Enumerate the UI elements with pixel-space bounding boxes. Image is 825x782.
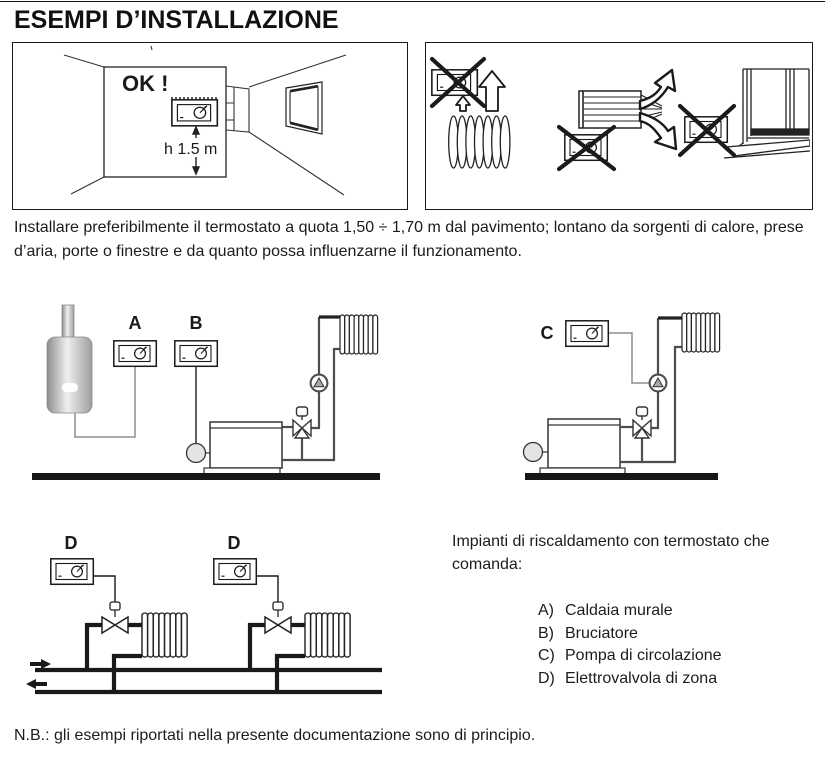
legend-intro: Impianti di riscaldamento con termostato che comanda: xyxy=(452,533,770,573)
intro-paragraph: Installare preferibilmente il termostato a quota 1,50 ÷ 1,70 m dal pavimento; lontano da sorgenti di calore, prese d’aria, porte o finestre e da quanto possa influenzarne il funzionamento. xyxy=(14,219,804,260)
pump-icon xyxy=(311,375,328,392)
thermostat-wire xyxy=(609,333,649,383)
figure-ok-installation xyxy=(12,42,408,210)
label-c: C xyxy=(540,323,554,343)
label-b: B xyxy=(189,313,203,333)
burner-icon xyxy=(187,444,206,463)
burner-icon xyxy=(524,443,543,462)
picture-frame-drawing xyxy=(286,82,322,134)
radiator-icon xyxy=(340,315,378,354)
label-d2: D xyxy=(227,533,241,553)
height-label: h 1.5 m xyxy=(164,141,218,158)
wall-boiler-drawing xyxy=(47,305,92,413)
forbidden-drawing xyxy=(426,43,810,207)
pump-icon xyxy=(650,375,667,392)
figure-systems-abc xyxy=(10,295,820,485)
figure-zone-valves-d xyxy=(10,528,400,708)
legend-item: A) Caldaia murale xyxy=(538,602,673,619)
doorway-drawing xyxy=(226,86,249,132)
legend-item: D) Elettrovalvola di zona xyxy=(538,669,718,687)
legend-item: C) Pompa di circolazione xyxy=(538,647,722,664)
radiator-icon xyxy=(449,116,510,168)
floor-line xyxy=(32,473,380,480)
floor-boiler-drawing xyxy=(524,419,626,476)
label-d1: D xyxy=(64,533,78,553)
radiator-icon xyxy=(682,313,720,352)
note-paragraph: N.B.: gli esempi riportati nella presente documentazione sono di principio. xyxy=(14,727,536,744)
legend-list xyxy=(538,600,797,690)
flow-arrow-icons xyxy=(26,659,51,689)
label-a: A xyxy=(128,313,142,333)
top-rule xyxy=(0,1,825,2)
legend-item: B) Bruciatore xyxy=(538,624,638,642)
figure-forbidden-installation xyxy=(425,42,813,210)
supply-return-pipes xyxy=(35,670,382,692)
page-title: ESEMPI D’INSTALLAZIONE xyxy=(14,6,339,34)
floor-boiler-drawing xyxy=(187,422,283,476)
room-drawing xyxy=(13,43,405,207)
thermostat-icon xyxy=(566,321,609,347)
ok-label: OK ! xyxy=(122,71,169,96)
mixing-valve-icon xyxy=(293,407,311,438)
heating-pipes xyxy=(282,317,340,460)
heating-pipes xyxy=(620,318,682,462)
thermostat-icon xyxy=(172,100,217,126)
thermostat-icon xyxy=(175,341,218,367)
mixing-valve-icon xyxy=(633,407,651,438)
thermostat-icon xyxy=(114,341,157,367)
window-drawing xyxy=(724,69,810,158)
legend xyxy=(452,530,797,690)
floor-line xyxy=(525,473,718,480)
